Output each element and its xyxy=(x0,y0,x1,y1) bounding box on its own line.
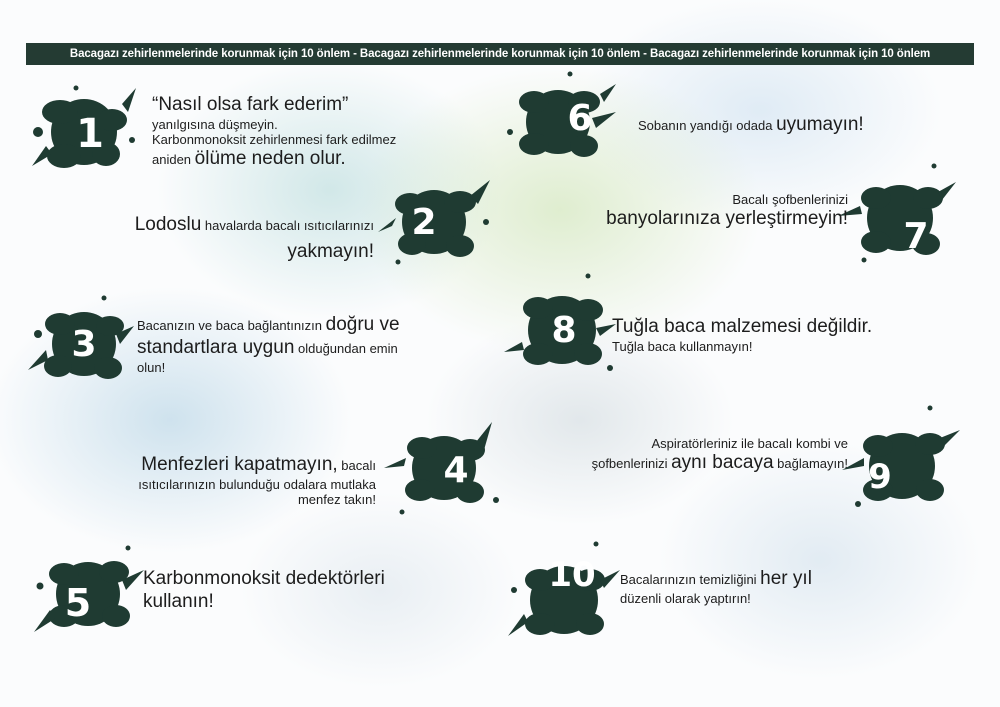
ink-splat-7-icon xyxy=(838,166,958,266)
tip-2-number: 2 xyxy=(411,202,437,243)
tip-3-line-1b: doğru ve xyxy=(325,314,400,335)
ink-splat-9-icon xyxy=(842,408,962,518)
tip-9-line-2b: aynı bacaya xyxy=(671,451,774,473)
tip-8-line-2: Tuğla baca kullanmayın! xyxy=(612,338,753,354)
tip-3-line-2a: standartlara uygun xyxy=(137,336,295,358)
ink-splat-10-icon xyxy=(506,540,626,650)
tip-2-line-1 xyxy=(60,214,374,237)
tip-5-line-1: Karbonmonoksit dedektörleri xyxy=(143,568,385,589)
tip-9-line-2a: şofbenlerinizi xyxy=(591,455,672,471)
tip-3-number: 3 xyxy=(71,324,97,365)
tip-4-line-3: menfez takın! xyxy=(297,492,376,508)
tip-7-line-2: banyolarınıza yerleştirmeyin! xyxy=(606,207,848,229)
tip-3-line-3: olun! xyxy=(137,359,166,375)
tip-1-line-3: Karbonmonoksit zehirlenmesi fark edilmez xyxy=(152,132,397,148)
tip-10-line-1a: Bacalarınızın temizliğini xyxy=(620,572,761,587)
tip-2-line-2: yakmayın! xyxy=(287,240,374,262)
tip-1-number: 1 xyxy=(76,111,104,157)
tip-10-text xyxy=(620,568,920,606)
tip-5-line-2: kullanın! xyxy=(143,590,214,612)
tip-1-line-1: “Nasıl olsa fark ederim” xyxy=(152,94,349,115)
tip-1-line-4b: ölüme neden olur. xyxy=(194,147,346,169)
ink-splat-8-icon xyxy=(504,272,624,382)
tip-9-line-2c: bağlamayın! xyxy=(773,455,848,471)
tip-4-line-1 xyxy=(60,454,376,477)
tip-3-line-1 xyxy=(137,314,457,337)
tip-8-number: 8 xyxy=(551,310,577,351)
tip-5-text xyxy=(143,568,443,614)
tip-10-line-2: düzenli olarak yaptırın! xyxy=(620,590,751,606)
tip-8-text xyxy=(612,316,932,354)
tip-9-text xyxy=(500,436,848,474)
tip-2-line-1a: Lodoslu xyxy=(134,214,202,235)
ink-splat-5-icon xyxy=(28,540,148,640)
tip-6-line-b: uyumayın! xyxy=(776,114,864,135)
tip-2-text xyxy=(60,214,374,264)
ink-splat-1-icon xyxy=(24,82,144,182)
tip-9-number: 9 xyxy=(868,457,892,497)
ink-blob-4 xyxy=(384,422,499,515)
ink-splat-2-icon xyxy=(378,172,498,272)
tip-10-number: 10 xyxy=(548,555,596,595)
tip-7-line-1: Bacalı şofbenlerinizi xyxy=(732,192,848,207)
tip-4-line-1b: bacalı xyxy=(337,458,376,473)
tip-9-line-1: Aspiratörleriniz ile bacalı kombi ve xyxy=(651,436,848,451)
tip-4-text xyxy=(60,454,376,508)
tip-1-line-4 xyxy=(152,148,482,171)
ink-splat-3-icon xyxy=(26,294,136,394)
ink-blob-7 xyxy=(838,164,956,263)
header-banner: Bacagazı zehirlenmelerinde korunmak için 10 önlem - Bacagazı zehirlenmelerinde korunmak için 10 önlem - Bacagazı zehirlenmelerinde korunmak için 10 önlem xyxy=(26,43,974,65)
tip-2-line-1b: havalarda bacalı ısıtıcılarınızı xyxy=(201,218,374,233)
tip-10-line-1b: her yıl xyxy=(760,568,812,589)
tip-4-line-2: ısıtıcılarınızın bulunduğu odalara mutlaka xyxy=(138,476,376,492)
tip-5-number: 5 xyxy=(64,581,92,625)
tip-3-line-2b: olduğundan emin xyxy=(294,340,398,356)
ink-blob-9 xyxy=(842,406,960,508)
tip-3-line-2 xyxy=(137,337,457,360)
ink-splat-4-icon xyxy=(384,416,504,516)
tip-9-line-2 xyxy=(500,452,848,475)
ink-splat-6-icon xyxy=(500,72,620,172)
tip-10-line-1 xyxy=(620,568,920,591)
tip-6-line-a: Sobanın yandığı odada xyxy=(638,118,777,133)
ink-blob-6 xyxy=(507,72,616,158)
tip-6-number: 6 xyxy=(567,98,593,139)
tip-1-line-4a: aniden xyxy=(152,151,195,167)
tip-1-text xyxy=(152,94,482,171)
tip-7-text xyxy=(520,192,848,230)
tip-4-number: 4 xyxy=(443,450,469,491)
tip-4-line-1a: Menfezleri kapatmayın, xyxy=(141,454,338,475)
tip-3-line-1a: Bacanızın ve baca bağlantınızın xyxy=(137,318,326,333)
tip-7-number: 7 xyxy=(903,216,929,257)
tip-6-text xyxy=(638,114,938,137)
tip-3-text xyxy=(137,314,457,375)
tip-8-line-1: Tuğla baca malzemesi değildir. xyxy=(612,316,873,337)
tip-1-line-2: yanılgısına düşmeyin. xyxy=(152,116,278,132)
